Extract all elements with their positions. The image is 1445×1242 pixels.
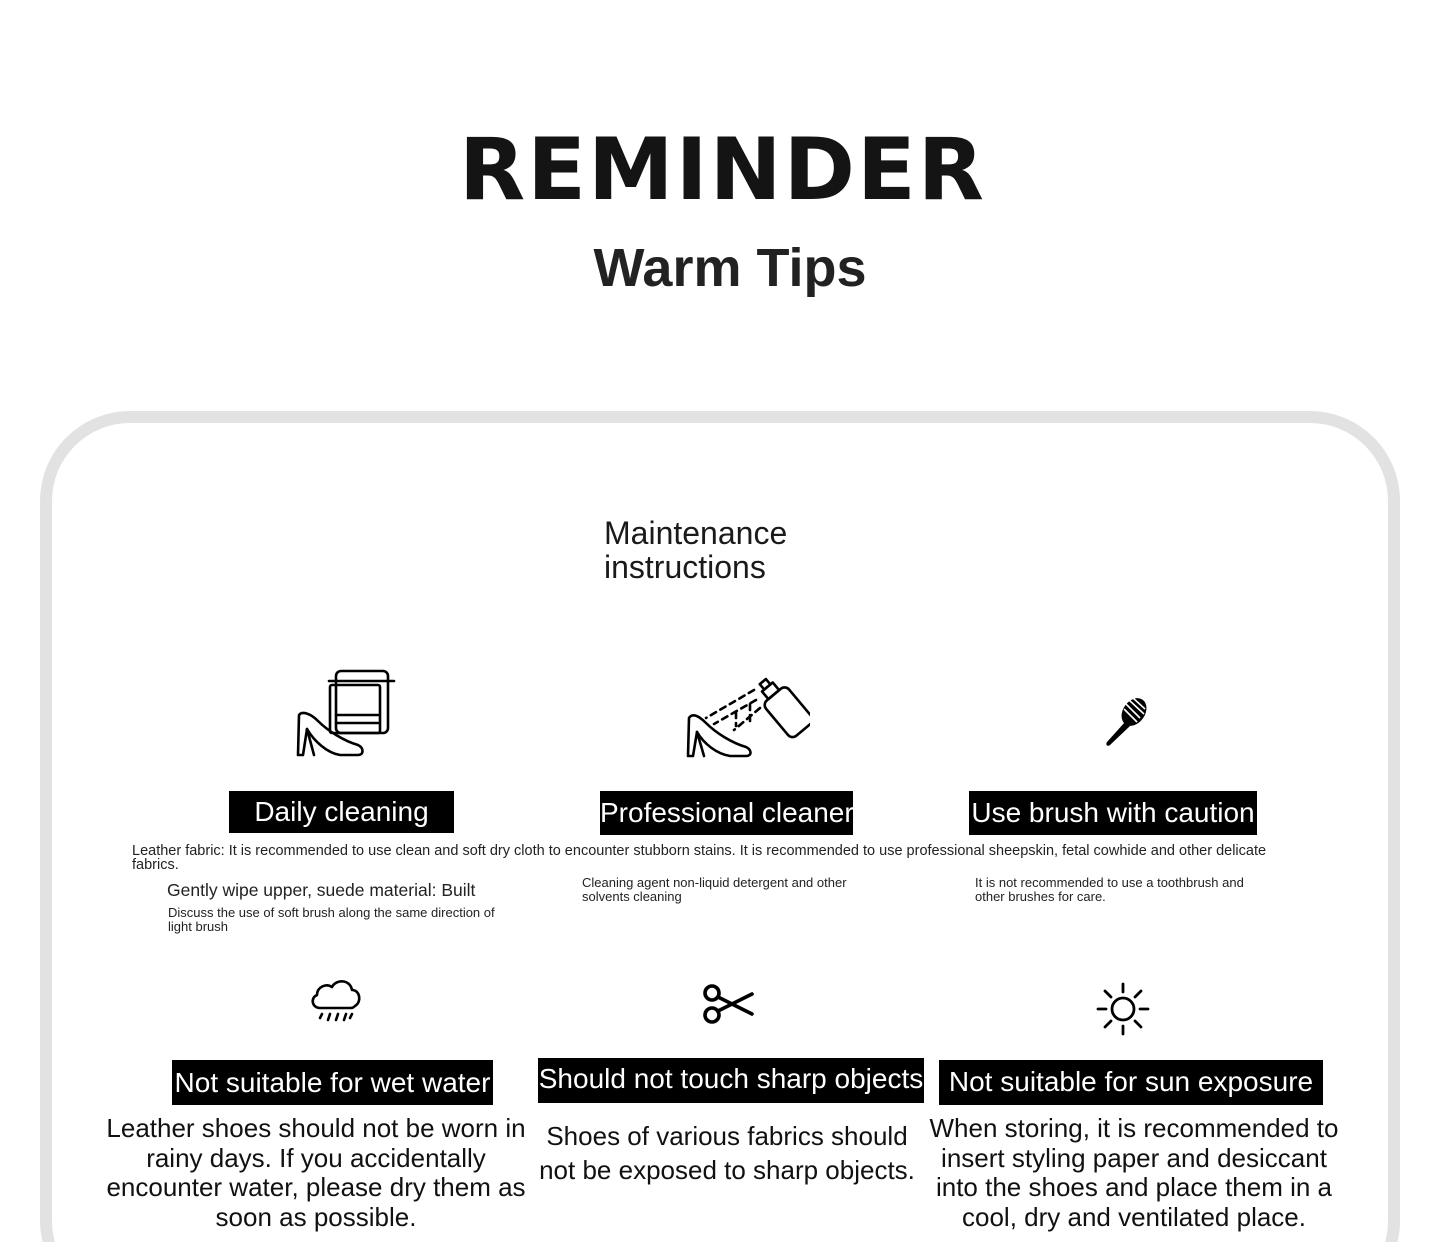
- page-title: REMINDER: [459, 120, 986, 220]
- tip-intro-daily-cleaning: Leather fabric: It is recommended to use clean and soft dry cloth to encounter stubborn stains. It is recommended to use professional sheepskin, fetal cowhide and other delicate fabrics.: [132, 843, 1267, 873]
- tip-label-professional-cleaner: Professional cleaner: [600, 791, 853, 835]
- tip-detail-use-brush: It is not recommended to use a toothbrush and other brushes for care.: [975, 875, 1244, 904]
- sun-icon: [1094, 980, 1152, 1038]
- tip-label-use-brush: Use brush with caution: [969, 791, 1257, 835]
- tip-detail-sun-exposure: When storing, it is recommended to insert styling paper and desiccant into the shoes and place them in a cool, dry and ventilated place.: [929, 1113, 1339, 1232]
- tip-line-daily-cleaning: Gently wipe upper, suede material: Built: [167, 880, 476, 900]
- tip-label-sun-exposure: Not suitable for sun exposure: [939, 1060, 1323, 1105]
- scissors-icon: [702, 982, 756, 1026]
- tip-label-daily-cleaning: Daily cleaning: [229, 791, 454, 833]
- section-title: Maintenance instructions: [604, 515, 788, 585]
- page-subtitle: Warm Tips: [593, 238, 867, 298]
- tip-detail-professional-cleaner: Cleaning agent non-liquid detergent and other solvents cleaning: [582, 875, 847, 904]
- heel-towel-icon: [292, 665, 400, 761]
- heel-spray-icon: [684, 668, 810, 760]
- brush-icon: [1100, 694, 1152, 748]
- tip-detail-wet-water: Leather shoes should not be worn in rainy days. If you accidentally encounter water, please dry them as soon as possible.: [106, 1113, 526, 1232]
- tip-detail-sharp-objects: Shoes of various fabrics should not be exposed to sharp objects.: [539, 1121, 915, 1185]
- tip-label-wet-water: Not suitable for wet water: [172, 1060, 493, 1105]
- rain-cloud-icon: [308, 976, 364, 1030]
- tip-detail-daily-cleaning: Discuss the use of soft brush along the same direction of light brush: [168, 905, 495, 934]
- tip-label-sharp-objects: Should not touch sharp objects: [538, 1058, 924, 1103]
